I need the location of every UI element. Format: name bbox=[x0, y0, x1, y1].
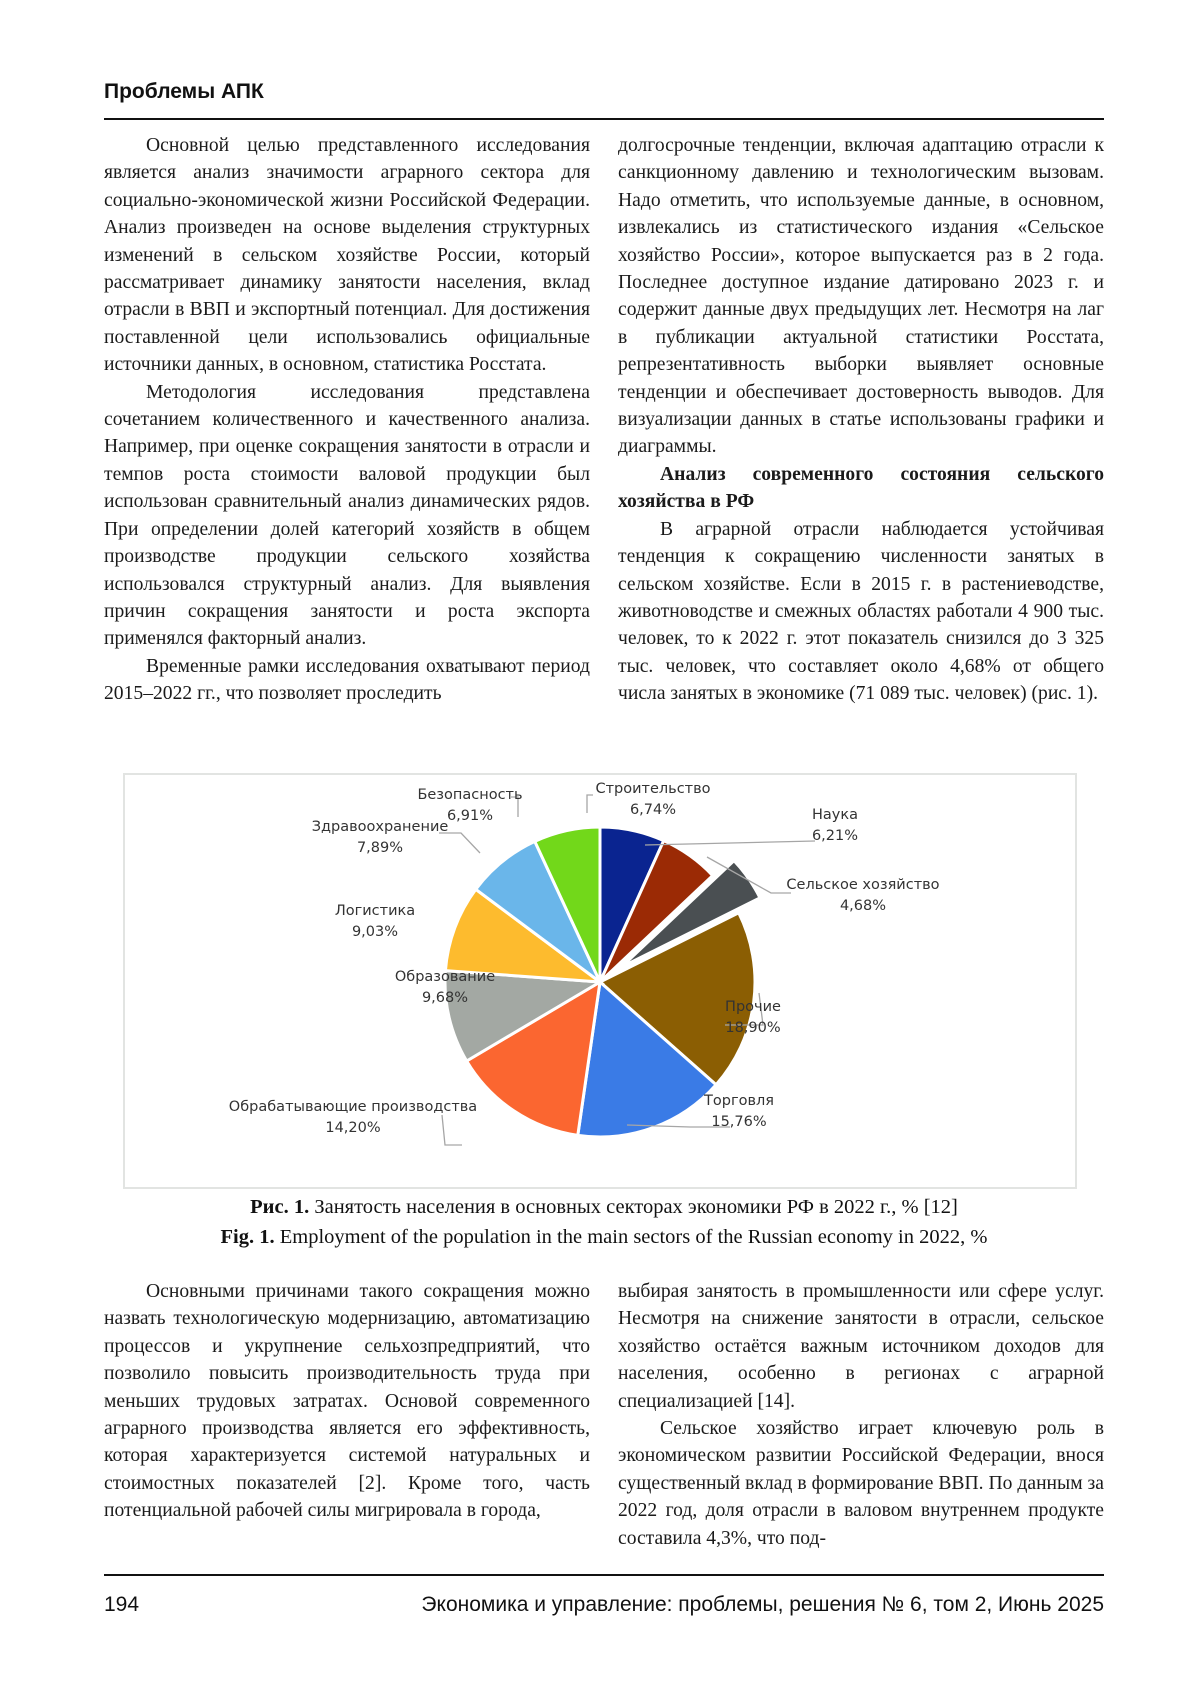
slice-label-name: Строительство bbox=[595, 781, 711, 797]
slice-label-value: 4,68% bbox=[839, 898, 887, 914]
figure-pie-chart bbox=[123, 773, 1077, 1189]
column-left-top bbox=[104, 132, 590, 708]
slice-label-value: 6,21% bbox=[811, 828, 859, 844]
column-left-bottom bbox=[104, 1278, 590, 1525]
caption-en-text: Employment of the population in the main sectors of the Russian economy in 2022, % bbox=[274, 1226, 988, 1248]
paragraph: Основными причинами такого сокращения можно назвать технологическую модернизацию, автоматизацию процессов и укрупнение сельхозпредприятий, что позволило повысить производительность труда при меньших трудовых затратах. Основой современного аграрного производства является его эффективность, которая характеризуется системой натуральных и стоимостных показателей [2]. Кроме того, часть потенциальной рабочей силы мигрировала в города, bbox=[104, 1281, 590, 1522]
slice-label-name: Безопасность bbox=[417, 787, 523, 803]
slice-label-value: 9,68% bbox=[421, 990, 469, 1006]
slice-label-value: 15,76% bbox=[711, 1114, 767, 1130]
page-number: 194 bbox=[104, 1593, 140, 1616]
slice-label-name: Логистика bbox=[334, 903, 416, 919]
slice-label-value: 7,89% bbox=[356, 840, 404, 856]
leader-line-8 bbox=[439, 833, 480, 853]
figure-caption-en bbox=[104, 1226, 1104, 1249]
leader-line-0 bbox=[587, 795, 593, 813]
slice-label-value: 9,03% bbox=[351, 924, 399, 940]
slice-label-value: 14,20% bbox=[325, 1120, 381, 1136]
caption-ru-text: Занятость населения в основных секторах экономики РФ в 2022 г., % [12] bbox=[309, 1196, 958, 1218]
paragraph: выбирая занятость в промышленности или сфере услуг. Несмотря на снижение занятости в отрасли, сельское хозяйство остаётся важным источником доходов для населения, особенно в регионах с аграрной специализацией [14]. bbox=[618, 1281, 1104, 1412]
slice-label-name: Сельское хозяйство bbox=[786, 877, 940, 893]
slice-label-value: 6,74% bbox=[629, 802, 677, 818]
figure-caption-ru bbox=[104, 1196, 1104, 1219]
column-right-bottom bbox=[618, 1278, 1104, 1552]
header-rule bbox=[104, 118, 1104, 120]
running-title: Проблемы АПК bbox=[104, 80, 264, 103]
slice-label-name: Наука bbox=[811, 807, 859, 823]
paragraph: Сельское хозяйство играет ключевую роль в экономическом развитии Российской Федерации, внося существенный вклад в формирование ВВП. По данным за 2022 год, доля отрасли в валовом внутреннем продукте составила 4,3%, что под- bbox=[618, 1418, 1104, 1549]
slice-label-name: Образование bbox=[394, 969, 496, 985]
pie-chart-svg bbox=[125, 775, 1075, 1187]
journal-info: Экономика и управление: проблемы, решения № 6, том 2, Июнь 2025 bbox=[421, 1593, 1104, 1616]
paragraph: Временные рамки исследования охватывают период 2015–2022 гг., что позволяет проследить bbox=[104, 655, 590, 705]
paragraph: Основной целью представленного исследования является анализ значимости аграрного сектора для социально-экономической жизни Российской Федерации. Анализ произведен на основе выделения структурных изменений в сельском хозяйстве России, который рассматривает динамику занятости населения, вклад отрасли в ВВП и экспортный потенциал. Для достижения поставленной цели использовались официальные источники данных, в основном, статистика Росстата. bbox=[104, 135, 590, 376]
slice-label-name: Торговля bbox=[704, 1093, 774, 1109]
footer-rule bbox=[104, 1574, 1104, 1576]
slice-label-name: Обрабатывающие производства bbox=[228, 1099, 478, 1115]
leader-line-5 bbox=[442, 1115, 462, 1145]
paragraph: долгосрочные тенденции, включая адаптацию отрасли к санкционному давлению и технологическим вызовам. Надо отметить, что используемые данные, в основном, извлекались из статистического издания «Сельское хозяйство России», которое выпускается раз в 2 года. Последнее доступное издание датировано 2023 г. и содержит данные двух предыдущих лет. Несмотря на лаг в публикации актуальной статистики Росстата, репрезентативность выборки выявляет основные тенденции и обеспечивает достоверность выводов. Для визуализации данных в статье использованы графики и диаграммы. bbox=[618, 135, 1104, 458]
caption-ru-prefix: Рис. 1. bbox=[250, 1196, 310, 1218]
caption-en-prefix: Fig. 1. bbox=[220, 1226, 275, 1248]
paragraph: В аграрной отрасли наблюдается устойчивая тенденция к сокращению численности занятых в сельском хозяйстве. Если в 2015 г. в растениеводстве, животноводстве и смежных областях работали 4 900 тыс. человек, то к 2022 г. этот показатель снизился до 3 325 тыс. человек, что составляет около 4,68% от общего числа занятых в экономике (71 089 тыс. человек) (рис. 1). bbox=[618, 518, 1104, 705]
section-heading: Анализ современного состояния сельского хозяйства в РФ bbox=[618, 463, 1104, 513]
slice-label-value: 18,90% bbox=[725, 1020, 781, 1036]
slice-label-name: Прочие bbox=[725, 999, 781, 1015]
slice-label-name: Здравоохранение bbox=[311, 819, 449, 835]
paragraph: Методология исследования представлена сочетанием количественного и качественного анализа. Например, при оценке сокращения занятости в отрасли и темпов роста стоимости валовой продукции был использован сравнительный анализ динамических рядов. При определении долей категорий хозяйств в общем производстве продукции сельского хозяйства использовался структурный анализ. Для выявления причин сокращения занятости и роста экспорта применялся факторный анализ. bbox=[104, 381, 590, 650]
slice-label-value: 6,91% bbox=[446, 808, 494, 824]
column-right-top bbox=[618, 132, 1104, 708]
